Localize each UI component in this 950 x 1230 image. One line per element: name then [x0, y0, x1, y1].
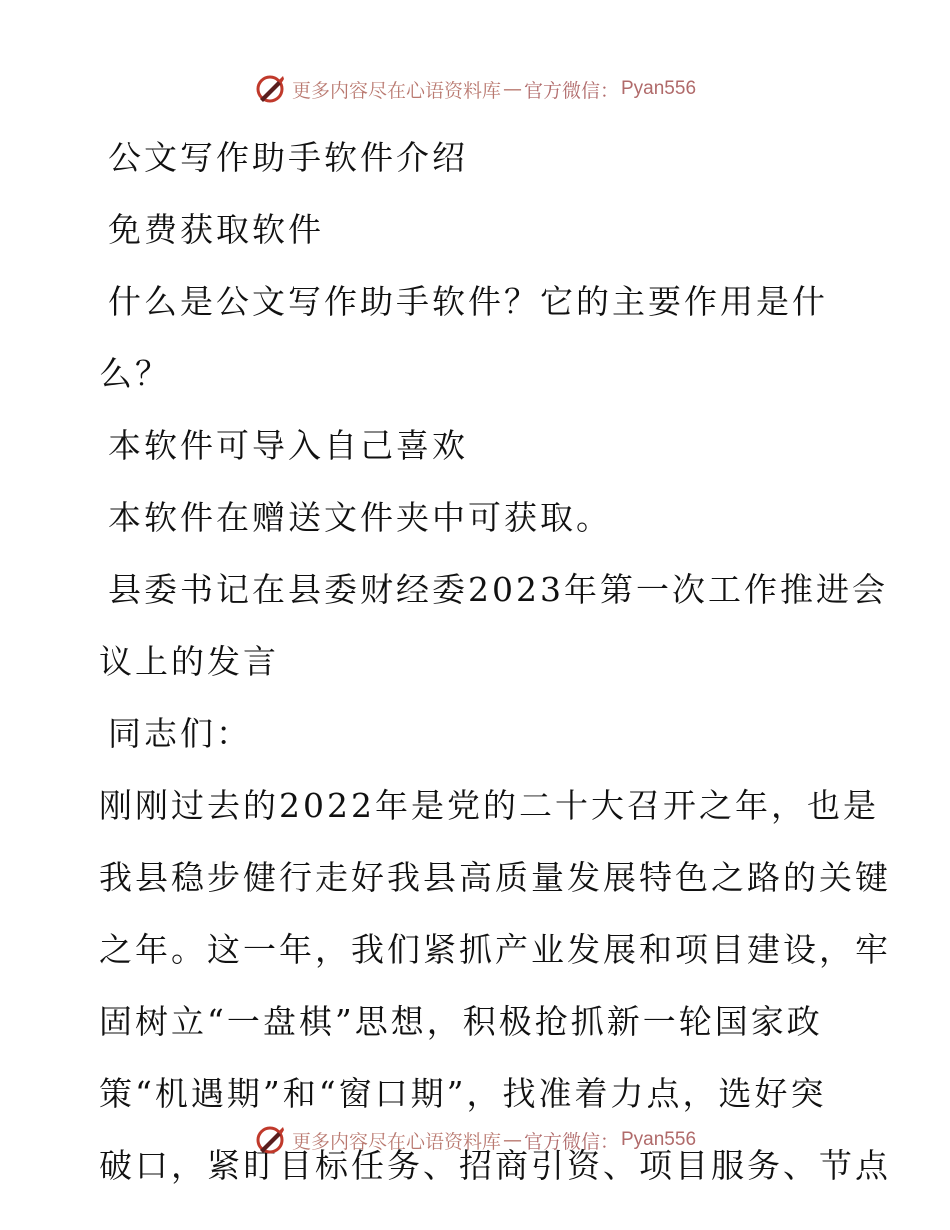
wechat-id: Pyan556 — [621, 1129, 697, 1150]
intro-heading: 公文写作助手软件介绍 — [108, 138, 468, 177]
body-line: 破口，紧盯目标任务、招商引资、项目服务、节点 — [99, 1146, 891, 1185]
body-line: 之年。这一年，我们紧抓产业发展和项目建设，牢 — [99, 930, 891, 969]
banner-separator: — — [502, 78, 522, 100]
banner-separator: — — [502, 1129, 522, 1151]
speech-title-line-1: 县委书记在县委财经委2023年第一次工作推进会 — [108, 570, 888, 609]
quill-logo-icon — [254, 73, 286, 105]
salutation: 同志们： — [108, 714, 252, 753]
wechat-label: 官方微信： — [523, 79, 619, 102]
document-body — [99, 122, 891, 1202]
body-line: 刚刚过去的2022年是党的二十大召开之年，也是 — [99, 786, 879, 825]
header-watermark-banner — [0, 69, 950, 109]
question-line-2: 么？ — [99, 354, 171, 393]
free-download-line: 免费获取软件 — [108, 210, 324, 249]
wechat-id: Pyan556 — [621, 78, 697, 99]
speech-title-line-2: 议上的发言 — [99, 642, 279, 681]
site-name-text: 更多内容尽在心语资料库 — [291, 79, 501, 102]
site-name-text: 更多内容尽在心语资料库 — [291, 1130, 501, 1153]
body-line: 我县稳步健行走好我县高质量发展特色之路的关键 — [99, 858, 891, 897]
question-line-1: 什么是公文写作助手软件？它的主要作用是什 — [108, 282, 828, 321]
import-line: 本软件可导入自己喜欢 — [108, 426, 468, 465]
body-line: 固树立“一盘棋”思想，积极抢抓新一轮国家政 — [99, 1002, 823, 1041]
body-line: 策“机遇期”和“窗口期”，找准着力点，选好突 — [99, 1074, 827, 1113]
wechat-label: 官方微信： — [523, 1130, 619, 1153]
footer-watermark-banner — [0, 1120, 950, 1160]
quill-logo-icon — [254, 1124, 286, 1156]
folder-line: 本软件在赠送文件夹中可获取。 — [108, 498, 612, 537]
